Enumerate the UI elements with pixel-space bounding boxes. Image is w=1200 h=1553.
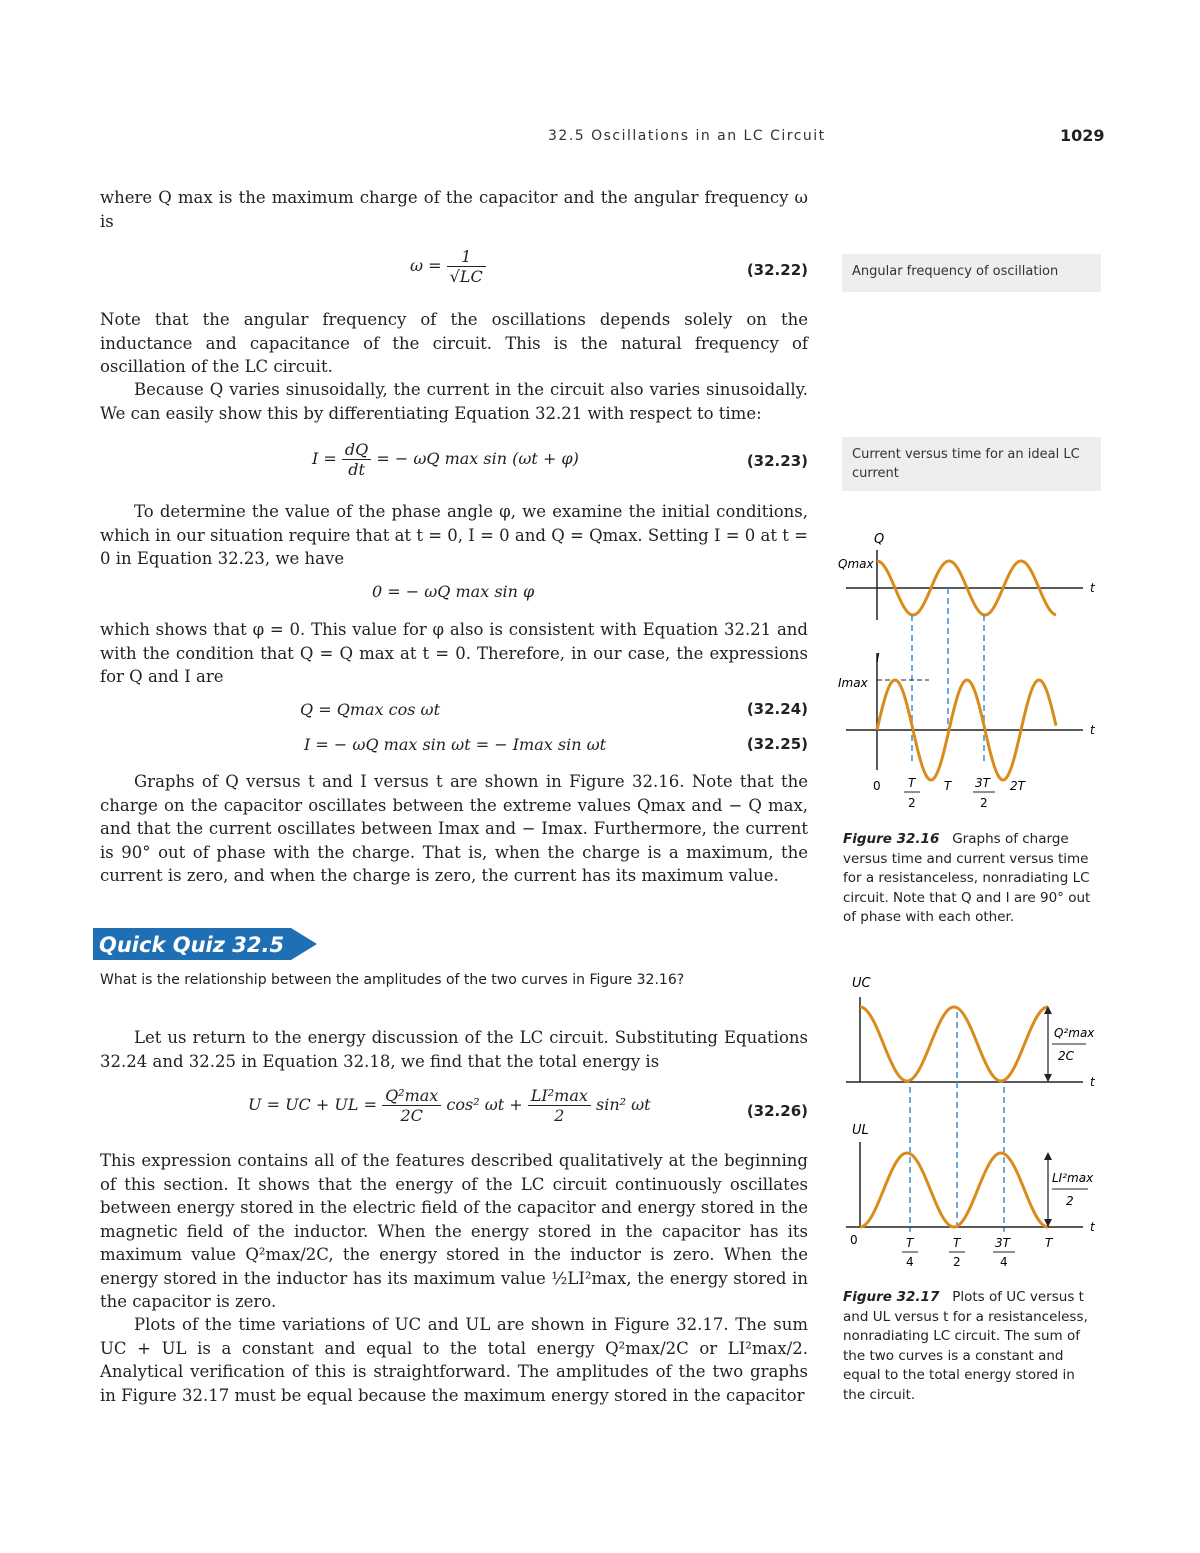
t-label-top: t (1090, 581, 1095, 595)
equation-phi: 0 = − ωQ max sin φ (372, 582, 535, 601)
tick-t2-den: 2 (953, 1255, 961, 1269)
figure-32-17-caption-text: Plots of UC versus t and UL versus t for a resistanceless, nonradiating LC circuit. The sum of the two curves is a constant and equal to the total energy stored in the circuit. (843, 1289, 1088, 1403)
tick-t-half-num: T (908, 776, 916, 790)
i-label: I (876, 651, 880, 665)
tick-t2-num: T (953, 1236, 961, 1250)
paragraph-7: Let us return to the energy discussion of the LC circuit. Substituting Equations 32.24 and 32.25 in Equation 32.18, we find that the total energy is (100, 1028, 808, 1071)
eq26-lhs: U = UC + UL = (248, 1095, 377, 1114)
tick-t4-num: T (906, 1236, 914, 1250)
figure-32-17-caption (843, 1288, 1098, 1405)
tick-3t4-num: 3T (995, 1236, 1010, 1250)
tick-3t-half-den: 2 (980, 796, 988, 810)
margin-note-angular-frequency: Angular frequency of oscillation (842, 254, 1101, 292)
tick-t: T (944, 779, 952, 793)
margin-note-current-vs-time: Current versus time for an ideal LC current (842, 437, 1101, 491)
eq23-num: dQ (342, 440, 371, 460)
equation-32-26 (248, 1086, 651, 1125)
quick-quiz-title: Quick Quiz 32.5 (99, 933, 285, 957)
eq26-num1: Q²max (382, 1086, 441, 1106)
figure-32-16-caption-text: Graphs of charge versus time and current versus time for a resistanceless, nonradiating LC circuit. Note that Q and I are 90° out of phase with each other. (843, 831, 1091, 925)
ul-label: UL (852, 1123, 869, 1138)
equation-32-24: Q = Qmax cos ωt (300, 700, 440, 719)
page-number: 1029 (1060, 126, 1105, 145)
eq22-num: 1 (447, 247, 486, 267)
paragraph-5: which shows that φ = 0. This value for φ also is consistent with Equation 32.21 and with the condition that Q = Q max at t = 0. Therefore, in our case, the expressions for Q and I are (100, 620, 808, 686)
equation-number-32-26: (32.26) (746, 1102, 808, 1120)
ul-t-label: t (1090, 1220, 1095, 1234)
uc-label: UC (852, 976, 871, 991)
ul-amp-num: LI²max (1052, 1171, 1094, 1185)
figure-32-16-caption (843, 830, 1098, 928)
figure-32-16 (836, 525, 1106, 815)
quick-quiz-question: What is the relationship between the amplitudes of the two curves in Figure 32.16? (100, 972, 685, 988)
t-label-bottom: t (1090, 723, 1095, 737)
tick-t-b: T (1045, 1236, 1053, 1250)
eq23-lhs: I = (312, 449, 337, 468)
tick-0: 0 (873, 779, 881, 793)
eq22-den: √LC (449, 267, 483, 286)
tick-t-half-den: 2 (908, 796, 916, 810)
paragraph-9: Plots of the time variations of UC and UL are shown in Figure 32.17. The sum UC + UL is a constant and equal to the total energy Q²max/2C or LI²max/2. Analytical verification of this is straightforward. The amplitudes of the two graphs in Figure 32.17 must be equal because the maximum energy stored in the capacitor (100, 1315, 808, 1405)
equation-32-23 (312, 440, 579, 479)
tick-3t-half-num: 3T (975, 776, 990, 790)
tick-3t4-den: 4 (1000, 1255, 1008, 1269)
equation-32-25: I = − ωQ max sin ωt = − Imax sin ωt (304, 735, 607, 754)
figure-32-17 (836, 972, 1106, 1272)
uc-t-label: t (1090, 1075, 1095, 1089)
tick-0-b: 0 (850, 1233, 858, 1247)
eq26-den2: 2 (554, 1106, 565, 1125)
imax-label: Imax (838, 676, 868, 690)
quick-quiz-banner (93, 926, 323, 962)
running-header: 32.5 Oscillations in an LC Circuit (548, 128, 826, 144)
paragraph-1: where Q max is the maximum charge of the capacitor and the angular frequency ω is (100, 188, 808, 231)
paragraph-8: This expression contains all of the features described qualitatively at the beginning of this section. It shows that the energy of the LC circuit continuously oscillates between energy stored in the electric field of the capacitor and energy stored in the magnetic field of the inductor. When the energy stored in the capacitor has its maximum value Q²max/2C, the energy stored in the inductor is zero. When the energy stored in the inductor has its maximum value ½LI²max, the energy stored in the capacitor is zero. (100, 1151, 808, 1311)
equation-number-32-23: (32.23) (746, 452, 808, 470)
eq22-lhs: ω = (410, 256, 442, 275)
qmax-label: Qmax (838, 557, 874, 571)
equation-number-32-24: (32.24) (746, 700, 808, 718)
ul-amp-den: 2 (1066, 1194, 1074, 1208)
eq23-den: dt (348, 460, 365, 479)
eq23-rhs: = − ωQ max sin (ωt + φ) (376, 449, 579, 468)
tick-2t: 2T (1010, 779, 1025, 793)
equation-number-32-25: (32.25) (746, 735, 808, 753)
equation-number-32-22: (32.22) (746, 261, 808, 279)
paragraph-2: Note that the angular frequency of the oscillations depends solely on the inductance and capacitance of the circuit. This is the natural frequency of oscillation of the LC circuit. (100, 310, 808, 376)
figure-32-16-title: Figure 32.16 (843, 831, 940, 847)
equation-32-22 (410, 247, 486, 286)
uc-amp-num: Q²max (1054, 1026, 1095, 1040)
eq26-mid: cos² ωt + (446, 1095, 523, 1114)
paragraph-4: To determine the value of the phase angle φ, we examine the initial conditions, which in our situation require that at t = 0, I = 0 and Q = Qmax. Setting I = 0 at t = 0 in Equation 32.23, we have (100, 502, 808, 568)
tick-t4-den: 4 (906, 1255, 914, 1269)
eq26-end: sin² ωt (595, 1095, 651, 1114)
figure-32-17-title: Figure 32.17 (843, 1289, 940, 1305)
eq26-den1: 2C (400, 1106, 423, 1125)
uc-curve (860, 1007, 1048, 1081)
q-label: Q (874, 532, 885, 547)
paragraph-6: Graphs of Q versus t and I versus t are shown in Figure 32.16. Note that the charge on the capacitor oscillates between the extreme values Qmax and − Q max, and that the current oscillates between Imax and − Imax. Furthermore, the current is 90° out of phase with the charge. That is, when the charge is a maximum, the current is zero, and when the charge is zero, the current has its maximum value. (100, 772, 808, 885)
eq26-num2: LI²max (528, 1086, 591, 1106)
paragraph-3: Because Q varies sinusoidally, the current in the circuit also varies sinusoidally. We can easily show this by differentiating Equation 32.21 with respect to time: (100, 380, 808, 423)
uc-amp-den: 2C (1058, 1049, 1075, 1063)
ul-curve (860, 1153, 1048, 1227)
